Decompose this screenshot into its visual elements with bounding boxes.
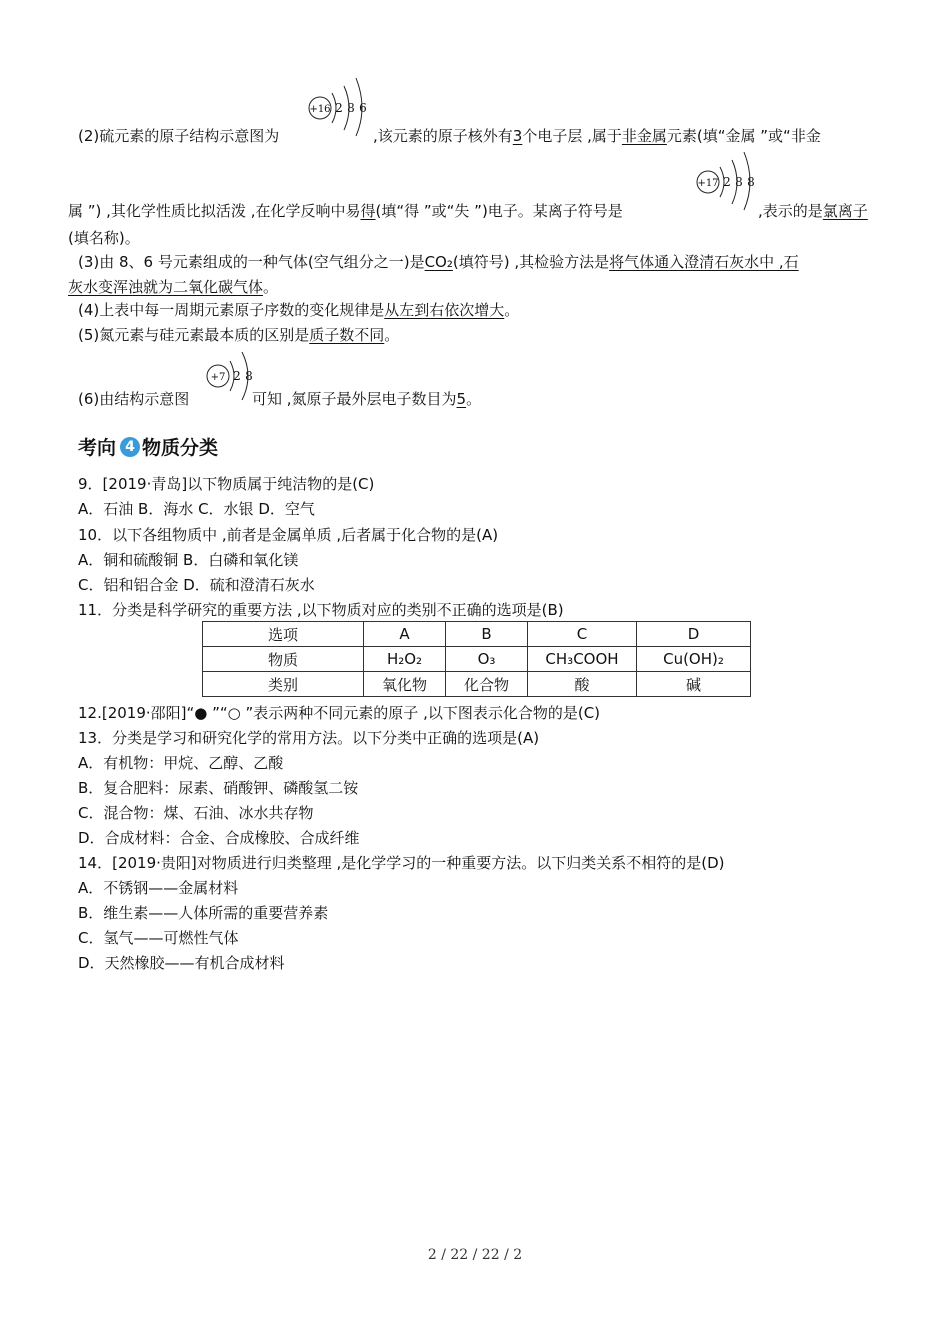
table-cell: B — [446, 622, 528, 647]
table-cell: Cu(OH)₂ — [637, 647, 751, 672]
q6-text-a: (6)由结构示意图 — [78, 390, 190, 408]
table-cell: O₃ — [446, 647, 528, 672]
nitrogen-nucleus: +7 — [210, 372, 226, 383]
q2-gain-answer: 得 — [360, 202, 376, 220]
q14-option-c: C．氢气——可燃性气体 — [78, 929, 239, 947]
section-number-badge: 4 — [120, 437, 140, 457]
q9-stem: 9．[2019·青岛]以下物质属于纯洁物的是(C) — [78, 475, 375, 493]
q10-options-1: A．铜和硫酸铜 B．白磷和氧化镁 — [78, 551, 299, 569]
q2-element-type-answer: 非金属 — [621, 127, 667, 145]
sulfur-shell-1: 2 — [335, 101, 343, 115]
ion-shell-3: 8 — [747, 175, 755, 189]
q2-text-2c: ,表示的是氯离子 — [758, 202, 868, 220]
q13-option-b: B．复合肥料：尿素、硝酸钾、磷酸氢二铵 — [78, 779, 359, 797]
q2-text-3: (填名称)。 — [68, 229, 140, 247]
ion-shell-1: 2 — [723, 175, 731, 189]
q3-text-1: (3)由 8、6 号元素组成的一种气体(空气组分之一)是CO₂(填符号) ,其检验方法是将气体通入澄清石灰水中 ,石 — [78, 253, 799, 271]
q4-answer: 从左到右依次增大 — [384, 301, 505, 319]
q6-text-b: 可知 ,氮原子最外层电子数目为5。 — [252, 390, 482, 408]
table-cell: 酸 — [528, 672, 637, 697]
q13-option-c: C．混合物：煤、石油、冰水共存物 — [78, 804, 314, 822]
q5-text: (5)氮元素与硅元素最本质的区别是质子数不同。 — [78, 326, 400, 344]
q11-table — [202, 621, 751, 697]
q10-stem: 10．以下各组物质中 ,前者是金属单质 ,后者属于化合物的是(A) — [78, 526, 499, 544]
sulfur-shell-3: 6 — [359, 101, 367, 115]
q14-stem: 14．[2019·贵阳]对物质进行归类整理 ,是化学学习的一种重要方法。以下归类关系不相符的是(D) — [78, 854, 725, 872]
section-title: 物质分类 — [142, 437, 219, 459]
table-cell: 氧化物 — [364, 672, 446, 697]
q2-text-1a: (2)硫元素的原子结构示意图为 — [78, 127, 280, 145]
section-heading — [78, 433, 218, 460]
table-row — [203, 672, 751, 697]
page-number-footer: 2 / 22 / 22 / 2 — [427, 1247, 523, 1263]
q13-option-a: A．有机物：甲烷、乙醇、乙酸 — [78, 754, 284, 772]
nitrogen-shell-1: 2 — [233, 369, 241, 383]
table-cell: 化合物 — [446, 672, 528, 697]
table-cell: CH₃COOH — [528, 647, 637, 672]
ion-shell-2: 8 — [735, 175, 743, 189]
table-row — [203, 647, 751, 672]
nitrogen-shell-2: 8 — [245, 369, 253, 383]
table-cell: A — [364, 622, 446, 647]
q9-options: A．石油 B．海水 C．水银 D．空气 — [78, 500, 315, 518]
q5-answer: 质子数不同 — [309, 326, 385, 344]
table-cell: 选项 — [203, 622, 364, 647]
sulfur-shell-2: 8 — [347, 101, 355, 115]
q14-option-a: A．不锈钢——金属材料 — [78, 879, 239, 897]
q10-options-2: C．铝和铝合金 D．硫和澄清石灰水 — [78, 576, 315, 594]
sulfur-nucleus: +16 — [309, 104, 331, 115]
q2-text-2: 属 ”) ,其化学性质比拟活泼 ,在化学反响中易得(填“得 ”或“失 ”)电子。某离子符号是 — [68, 202, 623, 220]
q6-answer: 5 — [456, 390, 467, 408]
ion-nucleus: +17 — [697, 178, 719, 189]
table-cell: C — [528, 622, 637, 647]
q14-option-b: B．维生素——人体所需的重要营养素 — [78, 904, 329, 922]
q13-option-d: D．合成材料：合金、合成橡胶、合成纤维 — [78, 829, 360, 847]
q3-method-answer-1: 将气体通入澄清石灰水中 ,石 — [609, 253, 799, 271]
table-cell: H₂O₂ — [364, 647, 446, 672]
q13-stem: 13．分类是学习和研究化学的常用方法。以下分类中正确的选项是(A) — [78, 729, 540, 747]
q3-formula-answer: CO₂ — [424, 253, 453, 271]
q11-stem: 11．分类是科学研究的重要方法 ,以下物质对应的类别不正确的选项是(B) — [78, 601, 564, 619]
table-cell: 碱 — [637, 672, 751, 697]
section-pre: 考向 — [78, 437, 117, 459]
q2-layers-answer: 3 — [512, 127, 523, 145]
table-cell: 类别 — [203, 672, 364, 697]
q12-stem: 12.[2019·邵阳]“● ”“○ ”表示两种不同元素的原子 ,以下图表示化合物的是(C) — [78, 704, 601, 722]
table-cell: 物质 — [203, 647, 364, 672]
q2-ion-name-answer: 氯离子 — [822, 202, 868, 220]
table-header-row — [203, 622, 751, 647]
table-cell: D — [637, 622, 751, 647]
q3-text-2: 灰水变浑浊就为二氧化碳气体。 — [68, 278, 279, 296]
q3-method-answer-2: 灰水变浑浊就为二氧化碳气体 — [68, 278, 264, 296]
chloride-ion-diagram — [694, 148, 764, 214]
q2-text-1: ,该元素的原子核外有3个电子层 ,属于非金属元素(填“金属 ”或“非金 — [373, 127, 821, 145]
q14-option-d: D．天然橡胶——有机合成材料 — [78, 954, 285, 972]
sulfur-atom-diagram — [306, 74, 376, 138]
q4-text: (4)上表中每一周期元素原子序数的变化规律是从左到右依次增大。 — [78, 301, 520, 319]
